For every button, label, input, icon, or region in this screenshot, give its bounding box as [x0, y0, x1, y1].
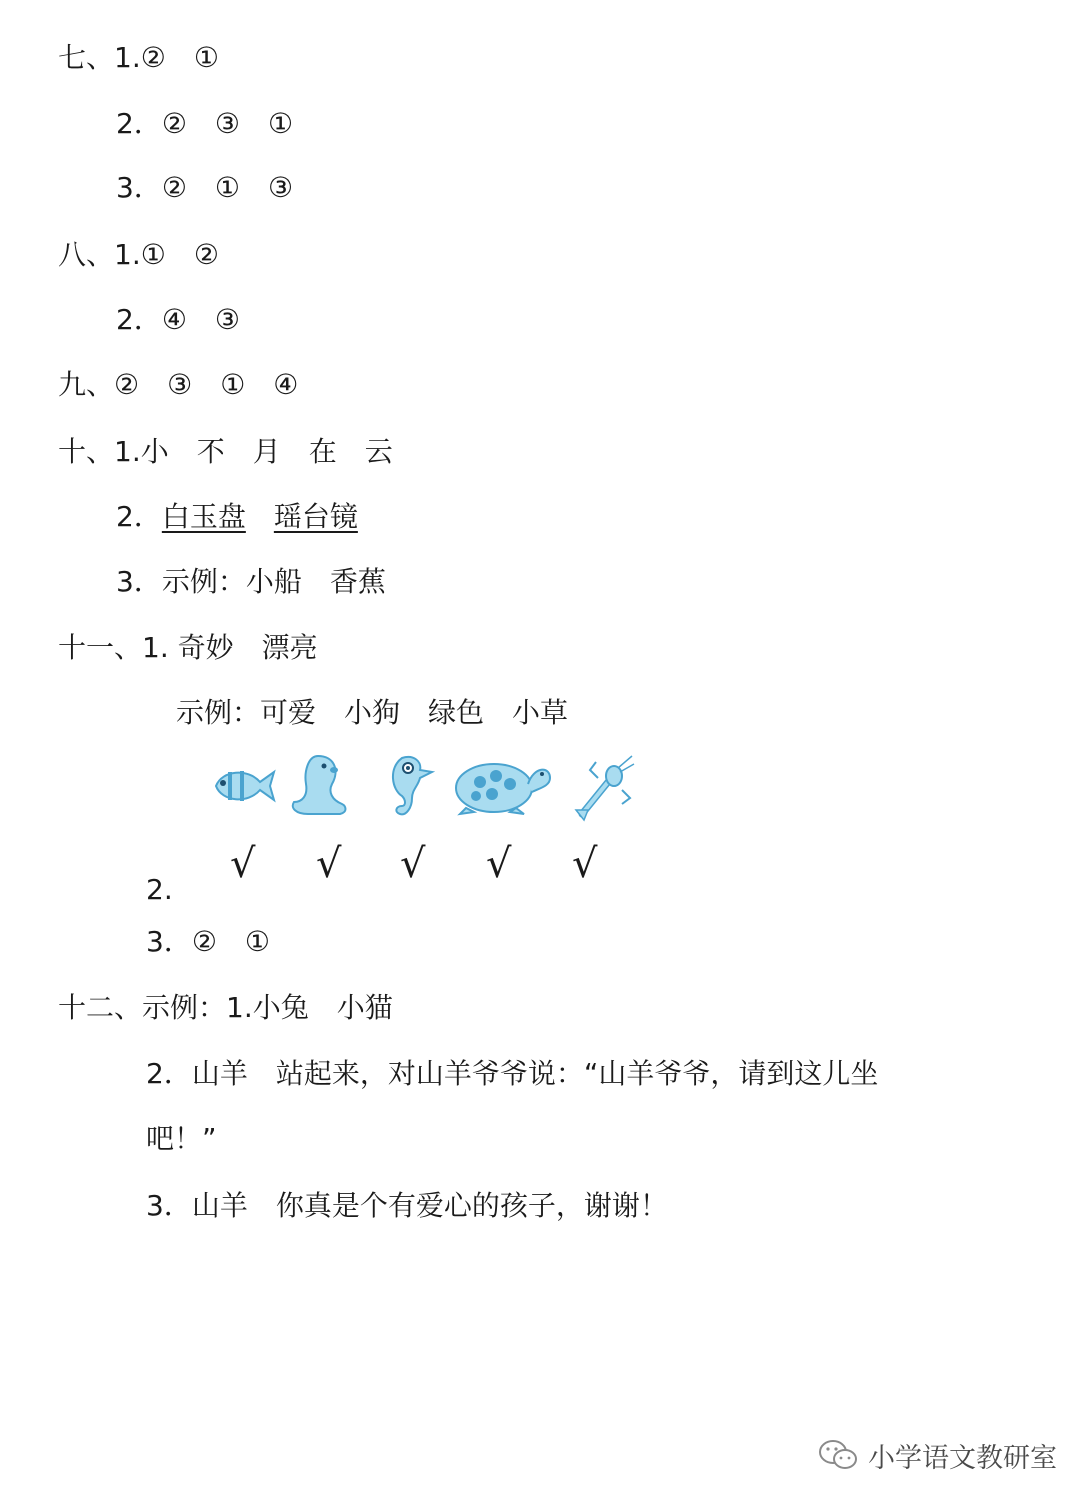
check-mark-3: √ — [400, 841, 426, 887]
answer-11-2: 2. — [146, 873, 173, 906]
answer-7-2: 2．② ③ ① — [116, 107, 294, 140]
seahorse-icon — [378, 752, 438, 822]
seal-icon — [288, 752, 360, 818]
answer-11-1-example: 示例：可爱 小狗 绿色 小草 — [176, 696, 569, 729]
answer-12-1: 十二、示例：1.小兔 小猫 — [58, 991, 393, 1024]
answer-10-2-sep — [246, 500, 274, 533]
answer-11-3: 3．② ① — [146, 925, 271, 958]
answer-11-1: 十一、1. 奇妙 漂亮 — [58, 631, 318, 664]
clownfish-icon — [208, 752, 280, 818]
answer-8-1: 八、1.① ② — [58, 238, 219, 271]
watermark-text: 小学语文教研室 — [868, 1442, 1057, 1474]
check-mark-2: √ — [316, 841, 342, 887]
answer-7-1: 七、1.② ① — [58, 41, 219, 74]
check-mark-4: √ — [486, 841, 512, 887]
answer-10-2-word-1: 白玉盘 — [161, 500, 246, 533]
answer-12-3: 3．山羊 你真是个有爱心的孩子，谢谢！ — [146, 1189, 668, 1222]
check-mark-5: √ — [572, 841, 598, 887]
wechat-icon — [818, 1438, 858, 1472]
answer-12-2-cont: 吧！” — [146, 1122, 217, 1155]
answer-10-2-prefix: 2． — [116, 500, 162, 533]
answer-10-2-word-2: 瑶台镜 — [273, 500, 358, 533]
answer-9: 九、② ③ ① ④ — [58, 368, 299, 401]
check-mark-1: √ — [230, 841, 256, 887]
answer-7-3: 3．② ① ③ — [116, 171, 294, 204]
turtle-icon — [450, 752, 554, 818]
watermark — [818, 1433, 1057, 1477]
answer-10-1: 十、1.小 不 月 在 云 — [58, 435, 393, 468]
answer-10-2 — [116, 497, 358, 537]
answer-12-2: 2．山羊 站起来，对山羊爷爷说：“山羊爷爷，请到这儿坐 — [146, 1057, 879, 1090]
lobster-icon — [568, 752, 638, 822]
answer-10-3: 3．示例：小船 香蕉 — [116, 565, 386, 598]
answer-8-2: 2．④ ③ — [116, 303, 241, 336]
